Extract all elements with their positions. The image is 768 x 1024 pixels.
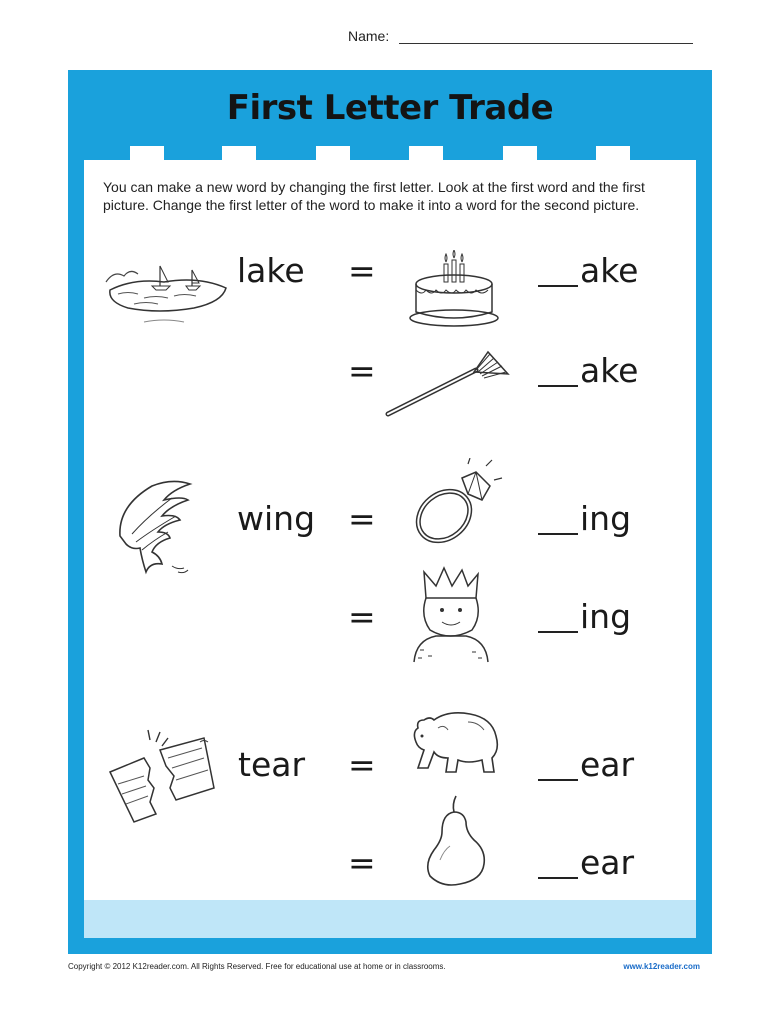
equals-sign: = [348, 745, 376, 784]
answer-field[interactable] [538, 597, 632, 636]
answer-suffix: ing [580, 499, 632, 538]
torn-paper-icon [104, 728, 224, 826]
answer-blank[interactable] [538, 503, 578, 535]
rake-icon [384, 346, 512, 418]
source-word: tear [238, 745, 306, 784]
source-word: lake [237, 251, 305, 290]
answer-blank[interactable] [538, 601, 578, 633]
answer-suffix: ake [580, 251, 639, 290]
equals-sign: = [348, 499, 376, 538]
answer-suffix: ake [580, 351, 639, 390]
bottom-band [84, 900, 696, 938]
page-title: First Letter Trade [226, 88, 554, 128]
bear-icon [408, 702, 502, 778]
answer-field[interactable] [538, 251, 639, 290]
instructions: You can make a new word by changing the first letter. Look at the first word and the first picture. Change the first letter of the word to make it into a word for the second picture. [103, 179, 645, 213]
birthday-cake-icon [406, 250, 502, 330]
answer-field[interactable] [538, 499, 632, 538]
site-link[interactable]: www.k12reader.com [623, 962, 700, 971]
name-field[interactable] [348, 28, 693, 44]
answer-blank[interactable] [538, 255, 578, 287]
source-word: wing [237, 499, 316, 538]
equals-sign: = [348, 251, 376, 290]
equals-sign: = [348, 843, 376, 882]
name-label: Name: [348, 28, 390, 44]
answer-suffix: ear [580, 843, 635, 882]
answer-suffix: ear [580, 745, 635, 784]
equals-sign: = [348, 351, 376, 390]
equals-sign: = [348, 597, 376, 636]
answer-suffix: ing [580, 597, 632, 636]
diamond-ring-icon [410, 458, 504, 548]
copyright-notice: Copyright © 2012 K12reader.com. All Rights Reserved. Free for educational use at home or in classrooms. [68, 962, 446, 971]
answer-blank[interactable] [538, 355, 578, 387]
answer-field[interactable] [538, 745, 635, 784]
name-blank-line[interactable] [399, 29, 693, 44]
king-icon [406, 566, 496, 666]
pear-icon [420, 794, 490, 888]
answer-blank[interactable] [538, 847, 578, 879]
answer-blank[interactable] [538, 749, 578, 781]
answer-field[interactable] [538, 351, 639, 390]
bird-wing-icon [112, 476, 194, 580]
lake-with-sailboats-icon [104, 252, 234, 330]
answer-field[interactable] [538, 843, 635, 882]
